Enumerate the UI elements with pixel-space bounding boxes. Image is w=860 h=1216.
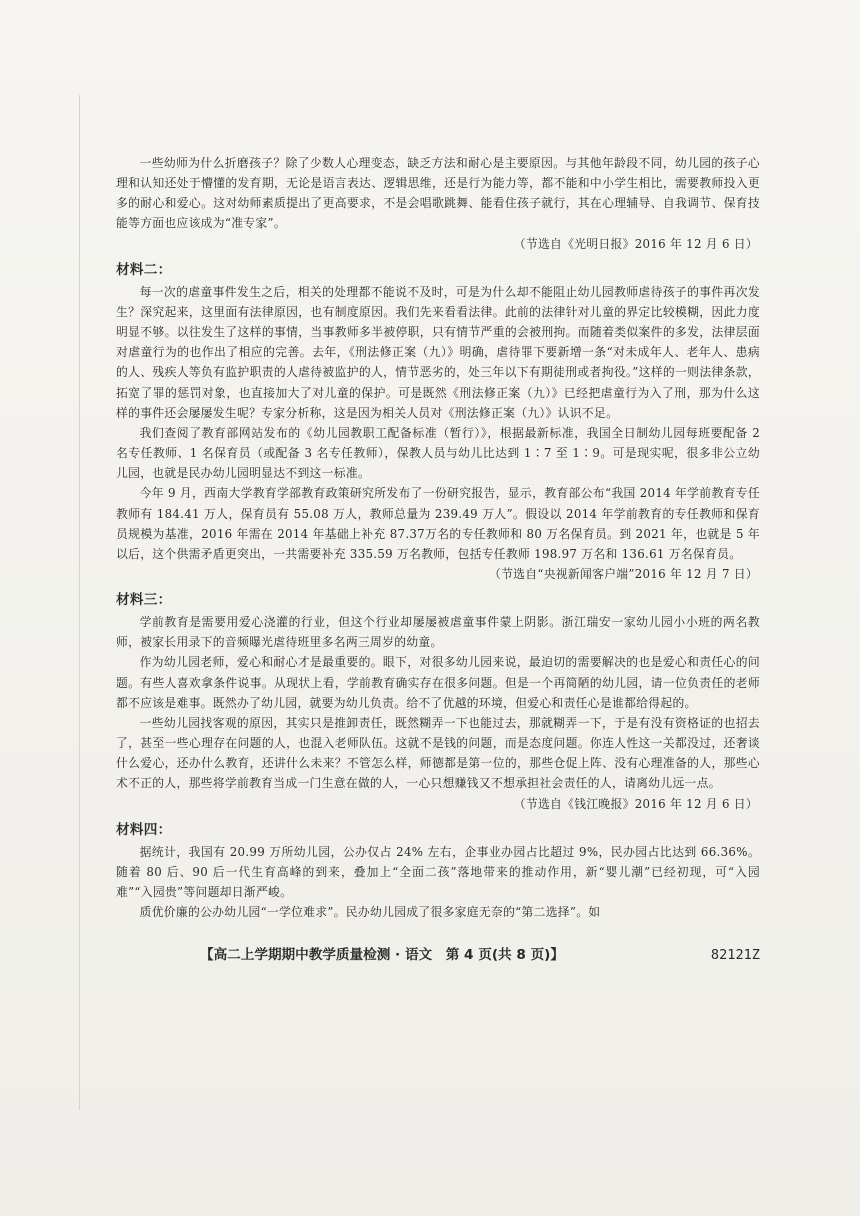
paragraph: 一些幼儿园找客观的原因，其实只是推卸责任，既然糊弄一下也能过去，那就糊弄一下，于是有没有资格证的也招去了，甚至一些心理存在问题的人，也混入老师队伍。这就不是钱的问题，而是态度问题。你连人性这一关都没过，还奢谈什么爱心，还办什么教育，还讲什么未来？不管怎么样，师德都是第一位的，那些仓促上阵、没有心理准备的人，那些心术不正的人，那些将学前教育当成一门生意在做的人，一心只想赚钱又不想承担社会责任的人，请离幼儿远一点。 — [116, 715, 760, 791]
section-heading: 材料三： — [116, 592, 172, 609]
paragraph: 每一次的虐童事件发生之后，相关的处理都不能说不及时，可是为什么却不能阻止幼儿园教师虐待孩子的事件再次发生？深究起来，这里面有法律原因，也有制度原因。我们先来看看法律。此前的法律针对儿童的界定比较模糊，因此力度明显不够。以往发生了这样的事情，当事教师多半被停职，只有情节严重的会被刑拘。而随着类似案件的多发，法律层面对虐童行为的也作出了相应的完善。去年，《刑法修正案（九）》明确，虐待罪下要新增一条“对未成年人、老年人、患病的人、残疾人等负有监护职责的人虐待被监护的人，情节恶劣的，处三年以下有期徒刑或者拘役。”这样的一则法律条款，拓宽了罪的惩罚对象，也直接加大了对儿童的保护。可是既然《刑法修正案（九）》已经把虐童行为入了刑，那为什么这样的事件还会屡屡发生呢？专家分析称，这是因为相关人员对《刑法修正案（九）》认识不足。 — [116, 284, 760, 420]
page-footer — [200, 945, 760, 965]
paragraph: 据统计，我国有 20.99 万所幼儿园，公办仅占 24% 左右，企事业办园占比超过 9%，民办园占比达到 66.36%。随着 80 后、90 后一代生育高峰的到来，叠加上“全面二孩”落地带来的推动作用，新“婴儿潮”已经初现，可“入园难”“入园贵”等问题却日渐严峻。 — [116, 844, 760, 899]
document-body — [116, 153, 760, 922]
source-citation: （节选自《钱江晚报》2016 年 12 月 6 日） — [513, 796, 758, 811]
page-fold-line — [79, 95, 80, 1110]
paragraph: 质优价廉的公办幼儿园“一学位难求”。民办幼儿园成了很多家庭无奈的“第二选择”。如 — [139, 905, 601, 920]
source-citation: （节选自“央视新闻客户端”2016 年 12 月 7 日） — [488, 566, 758, 581]
footer-code: 82121Z — [710, 947, 760, 963]
paragraph: 我们查阅了教育部网站发布的《幼儿园教职工配备标准（暂行）》，根据最新标准，我国全日制幼儿园每班要配备 2 名专任教师、1 名保育员（或配备 3 名专任教师），保教人员与幼儿比达到 1∶7 至 1∶9。可是现实呢，很多非公立幼儿园，也就是民办幼儿园明显达不到这一标准。 — [116, 425, 760, 481]
paragraph: 一些幼师为什么折磨孩子？除了少数人心理变态，缺乏方法和耐心是主要原因。与其他年龄段不同，幼儿园的孩子心理和认知还处于懵懂的发育期，无论是语言表达、逻辑思维，还是行为能力等，都不能和中小学生相比，需要教师投入更多的耐心和爱心。这对幼师素质提出了更高要求，不是会唱歌跳舞、能看住孩子就行，其在心理辅导、自我调节、保育技能等方面也应该成为“准专家”。 — [116, 156, 760, 231]
paragraph: 今年 9 月，西南大学教育学部教育政策研究所发布了一份研究报告，显示，教育部公布“我国 2014 年学前教育专任教师有 184.41 万人，保育员有 55.08 万人，教师总量为 239.49 万人”。假设以 2014 年学前教育的专任教师和保育员规模为基准，2016 年需在 2014 年基础上补充 87.37万名的专任教师和 80 万名保育员。到 2021 年，也就是 5 年以后，这个供需矛盾更突出，一共需要补充 335.59 万名教师，包括专任教师 198.97 万名和 136.61 万名保育员。 — [116, 486, 760, 561]
paragraph: 作为幼儿园老师，爱心和耐心才是最重要的。眼下，对很多幼儿园来说，最迫切的需要解决的也是爱心和责任心的问题。有些人喜欢拿条件说事。从现状上看，学前教育确实存在很多问题。但是一个再简陋的幼儿园，请一位负责任的老师都不应该是难事。既然办了幼儿园，就要为幼儿负责。给不了优越的环境，但爱心和责任心是谁都给得起的。 — [116, 655, 760, 710]
source-citation: （节选自《光明日报》2016 年 12 月 6 日） — [513, 236, 758, 251]
footer-title: 【高二上学期期中教学质量检测 · 语文 第 4 页(共 8 页)】 — [200, 947, 564, 963]
section-heading: 材料四： — [116, 821, 172, 838]
section-heading: 材料二： — [116, 261, 172, 278]
paragraph: 学前教育是需要用爱心浇灌的行业，但这个行业却屡屡被虐童事件蒙上阴影。浙江瑞安一家幼儿园小小班的两名教师，被家长用录下的音频曝光虐待班里多名两三周岁的幼童。 — [116, 615, 760, 650]
